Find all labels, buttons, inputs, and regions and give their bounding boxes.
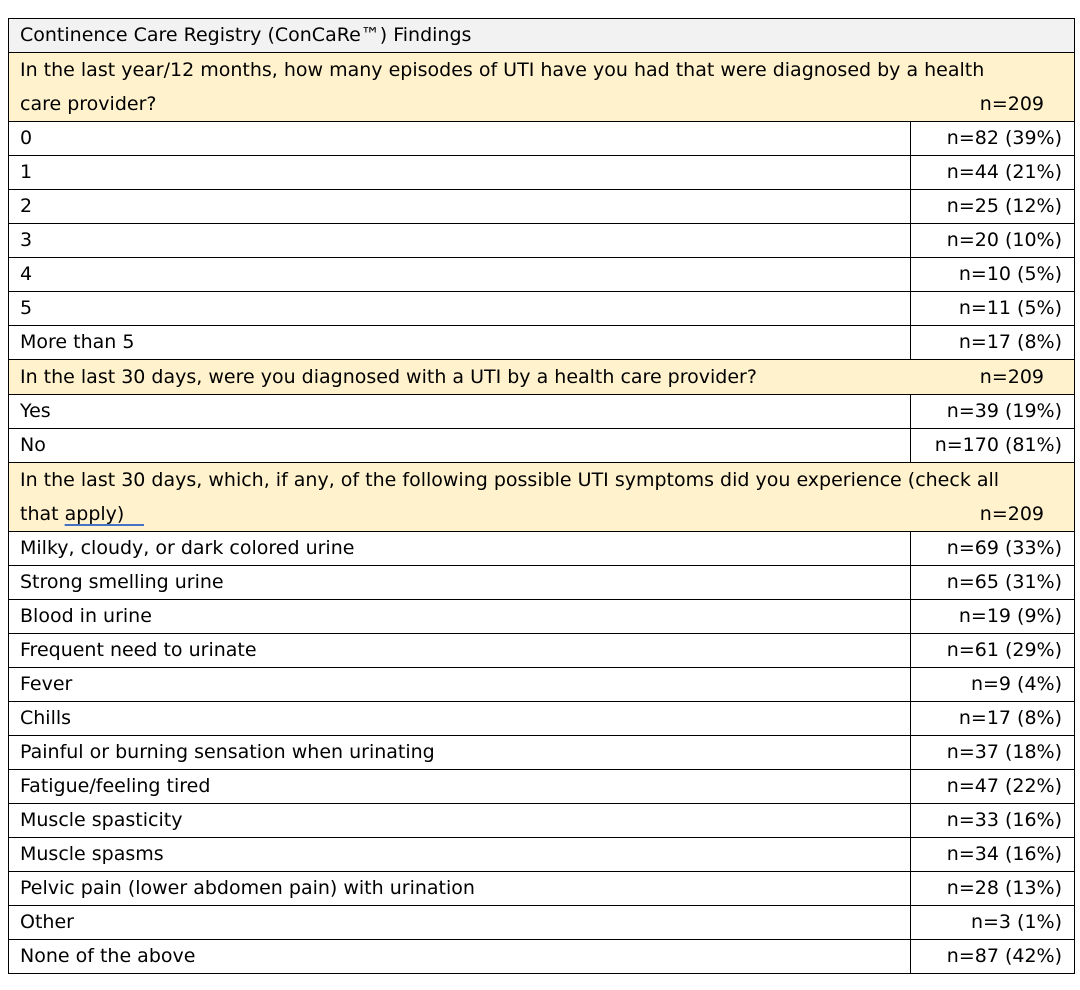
row-value: n=61 (29%): [911, 634, 1075, 668]
table-row: [9, 326, 1075, 360]
row-label: Other: [9, 906, 911, 940]
table-row: [9, 940, 1075, 974]
row-value: n=47 (22%): [911, 770, 1075, 804]
table-row: [9, 395, 1075, 429]
row-label: Pelvic pain (lower abdomen pain) with urination: [9, 872, 911, 906]
question-cell: [9, 463, 1075, 532]
row-label: 2: [9, 190, 911, 224]
row-label: 4: [9, 258, 911, 292]
row-value: n=25 (12%): [911, 190, 1075, 224]
row-label: Painful or burning sensation when urinating: [9, 736, 911, 770]
table-row: [9, 566, 1075, 600]
table-row: [9, 224, 1075, 258]
question-row-uti-symptoms: [9, 463, 1075, 532]
row-label: Muscle spasticity: [9, 804, 911, 838]
table-row: [9, 770, 1075, 804]
row-label: More than 5: [9, 326, 911, 360]
table-row: [9, 634, 1075, 668]
table-row: [9, 838, 1075, 872]
row-value: n=28 (13%): [911, 872, 1075, 906]
row-value: n=65 (31%): [911, 566, 1075, 600]
row-label: 5: [9, 292, 911, 326]
row-label: Fever: [9, 668, 911, 702]
question-text-line2-prefix: that: [20, 503, 65, 525]
question-text-line1: In the last 30 days, which, if any, of the following possible UTI symptoms did you experience (check all: [20, 469, 1000, 491]
table-row: [9, 702, 1075, 736]
row-value: n=17 (8%): [911, 702, 1075, 736]
row-value: n=20 (10%): [911, 224, 1075, 258]
row-label: Frequent need to urinate: [9, 634, 911, 668]
row-value: n=39 (19%): [911, 395, 1075, 429]
row-label: No: [9, 429, 911, 463]
row-label: None of the above: [9, 940, 911, 974]
question-sample-size: n=209: [979, 93, 1045, 115]
question-text-line1: In the last 30 days, were you diagnosed with a UTI by a health care provider?: [20, 366, 757, 388]
row-label: Muscle spasms: [9, 838, 911, 872]
question-sample-size: n=209: [979, 503, 1045, 525]
table-title-row: [9, 19, 1075, 53]
table-row: [9, 258, 1075, 292]
findings-table: [8, 18, 1075, 974]
row-value: n=11 (5%): [911, 292, 1075, 326]
row-value: n=82 (39%): [911, 122, 1075, 156]
table-row: [9, 292, 1075, 326]
row-label: Chills: [9, 702, 911, 736]
row-value: n=44 (21%): [911, 156, 1075, 190]
row-value: n=19 (9%): [911, 600, 1075, 634]
table-row: [9, 532, 1075, 566]
table-row: [9, 190, 1075, 224]
row-label: Yes: [9, 395, 911, 429]
row-value: n=33 (16%): [911, 804, 1075, 838]
row-value: n=3 (1%): [911, 906, 1075, 940]
table-title: Continence Care Registry (ConCaRe™) Findings: [9, 19, 1075, 53]
question-text-line2: [20, 497, 144, 531]
row-label: 0: [9, 122, 911, 156]
table-row: [9, 429, 1075, 463]
row-value: n=34 (16%): [911, 838, 1075, 872]
question-cell: [9, 53, 1075, 122]
row-label: 1: [9, 156, 911, 190]
question-text-line1: In the last year/12 months, how many episodes of UTI have you had that were diagnosed by a health: [20, 59, 985, 81]
row-value: n=10 (5%): [911, 258, 1075, 292]
table-row: [9, 122, 1075, 156]
row-label: 3: [9, 224, 911, 258]
question-text-line2: care provider?: [20, 93, 157, 115]
row-label: Milky, cloudy, or dark colored urine: [9, 532, 911, 566]
table-row: [9, 906, 1075, 940]
question-row-uti-30-days: [9, 360, 1075, 395]
row-label: Fatigue/feeling tired: [9, 770, 911, 804]
table-row: [9, 872, 1075, 906]
underline-tail: [124, 524, 144, 526]
row-label: Strong smelling urine: [9, 566, 911, 600]
table-row: [9, 156, 1075, 190]
table-row: [9, 736, 1075, 770]
row-value: n=69 (33%): [911, 532, 1075, 566]
row-label: Blood in urine: [9, 600, 911, 634]
row-value: n=37 (18%): [911, 736, 1075, 770]
row-value: n=87 (42%): [911, 940, 1075, 974]
question-sample-size: n=209: [979, 366, 1045, 388]
row-value: n=17 (8%): [911, 326, 1075, 360]
row-value: n=9 (4%): [911, 668, 1075, 702]
question-text-line2-underlined: apply): [64, 503, 125, 525]
question-row-uti-12-months: [9, 53, 1075, 122]
table-row: [9, 804, 1075, 838]
question-cell: [9, 360, 1075, 395]
row-value: n=170 (81%): [911, 429, 1075, 463]
table-row: [9, 600, 1075, 634]
table-row: [9, 668, 1075, 702]
